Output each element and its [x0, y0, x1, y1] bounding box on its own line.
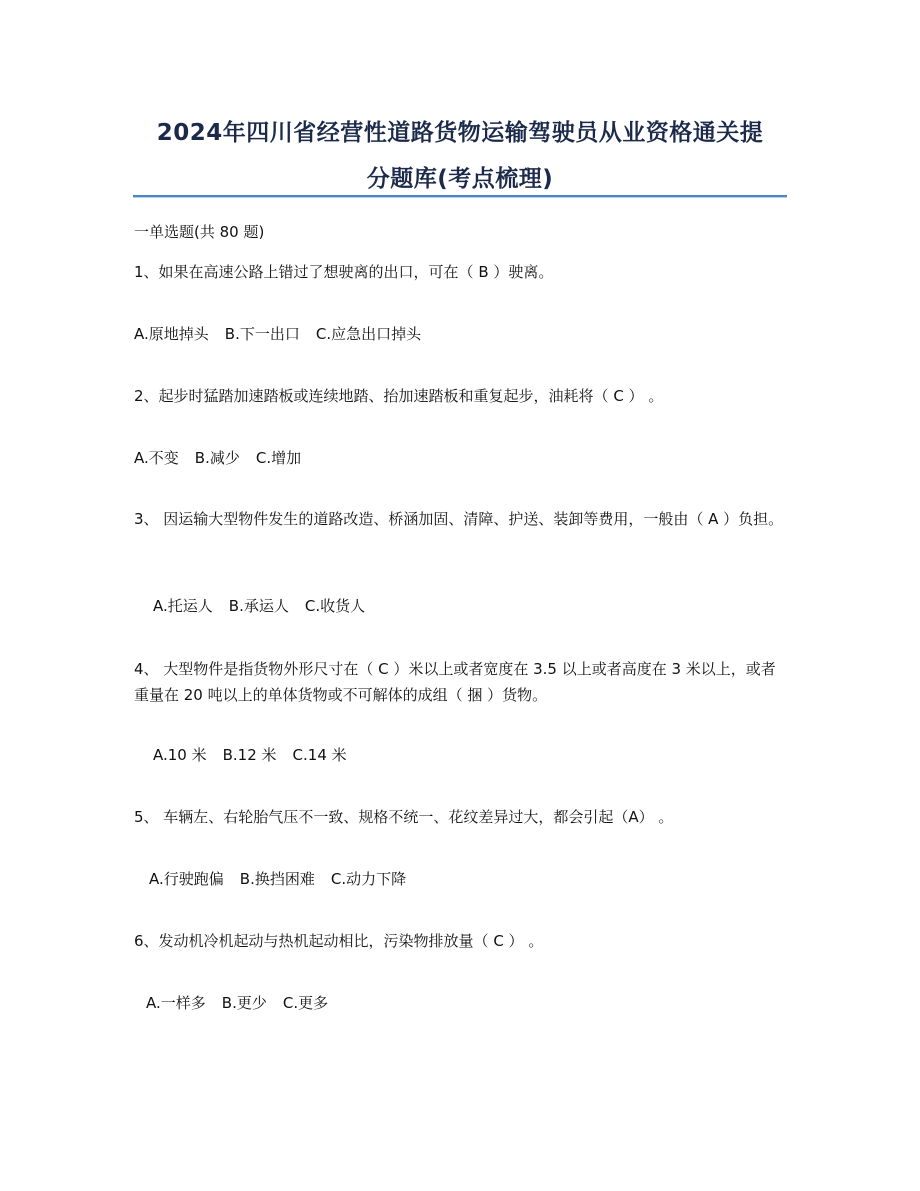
option-a: A.不变	[134, 449, 179, 467]
question-3-text: 3、 因运输大型物件发生的道路改造、桥涵加固、清障、护送、装卸等费用，一般由（ A ）负担。	[134, 510, 784, 528]
option-a: A.托运人	[153, 597, 213, 615]
title-divider	[133, 195, 787, 198]
question-6-text: 6、发动机冷机起动与热机起动相比，污染物排放量（ C ） 。	[134, 932, 544, 950]
option-c: C.应急出口掉头	[315, 325, 422, 343]
option-a: A.10 米	[153, 746, 207, 764]
option-c: C.增加	[255, 449, 302, 467]
option-a: A.原地掉头	[134, 325, 209, 343]
question-5-options	[149, 869, 422, 889]
option-c: C.14 米	[292, 746, 347, 764]
title-line-1: 2024年四川省经营性道路货物运输驾驶员从业资格通关提	[156, 120, 764, 146]
question-2-options	[134, 448, 317, 468]
option-c: C.收货人	[304, 597, 366, 615]
option-b: B.12 米	[222, 746, 277, 764]
option-b: B.减少	[194, 449, 240, 467]
option-a: A.行驶跑偏	[149, 870, 224, 888]
question-1-text: 1、如果在高速公路上错过了想驶离的出口，可在（ B ）驶离。	[134, 263, 554, 281]
option-b: B.下一出口	[224, 325, 300, 343]
question-3-options	[153, 596, 381, 616]
page-title	[120, 110, 800, 202]
option-b: B.换挡困难	[239, 870, 315, 888]
option-b: B.承运人	[228, 597, 289, 615]
title-line-2: 分题库(考点梳理)	[366, 166, 554, 192]
option-b: B.更少	[221, 994, 267, 1012]
question-4-options	[153, 745, 363, 765]
option-a: A.一样多	[146, 994, 206, 1012]
option-c: C.更多	[282, 994, 329, 1012]
question-6-options	[146, 993, 344, 1013]
question-2-text: 2、起步时猛踏加速踏板或连续地踏、抬加速踏板和重复起步，油耗将（ C ） 。	[134, 387, 664, 405]
question-4-text: 4、 大型物件是指货物外形尺寸在（ C ）米以上或者宽度在 3.5 以上或者高度在 3 米以上，或者重量在 20 吨以上的单体货物或不可解体的成组（ 捆 ）货物。	[134, 660, 776, 704]
option-c: C.动力下降	[330, 870, 407, 888]
question-5-text: 5、 车辆左、右轮胎气压不一致、规格不统一、花纹差异过大，都会引起（A） 。	[134, 808, 674, 826]
question-1-options	[134, 324, 437, 344]
section-heading: 一单选题(共 80 题)	[134, 223, 265, 241]
